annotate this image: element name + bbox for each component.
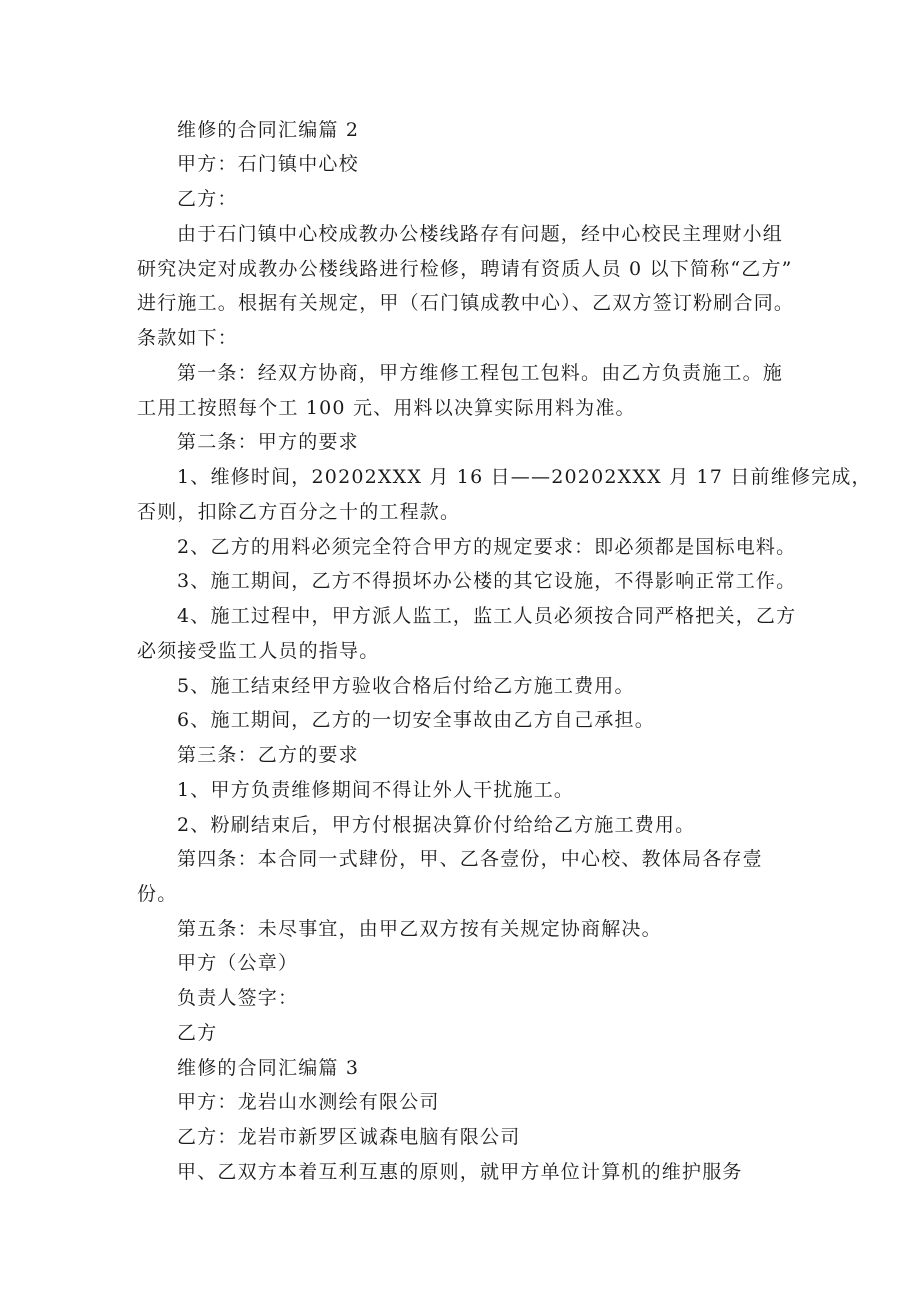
signature-line: 甲方（公章）: [177, 952, 299, 974]
section-heading: 维修的合同汇编篇 2: [177, 119, 360, 141]
clause-line: 4、施工过程中，甲方派人监工，监工人员必须按合同严格把关，乙方: [177, 605, 797, 627]
article-line: 第四条：本合同一式肆份，甲、乙各壹份，中心校、教体局各存壹: [177, 848, 763, 870]
paragraph-line: 甲、乙双方本着互利互惠的原则，就甲方单位计算机的维护服务: [177, 1161, 743, 1183]
section-heading: 维修的合同汇编篇 3: [177, 1057, 360, 1079]
article-line: 第一条：经双方协商，甲方维修工程包工包料。由乙方负责施工。施: [177, 362, 784, 384]
signature-line: 负责人签字：: [177, 987, 299, 1009]
party-b-line: 乙方：龙岩市新罗区诚森电脑有限公司: [177, 1126, 521, 1148]
clause-line: 1、维修时间，20202XXX 月 16 日——20202XXX 月 17 日前维修完成，: [177, 466, 872, 488]
article-line: 份。: [137, 883, 178, 905]
clause-line: 2、粉刷结束后，甲方付根据决算价付给给乙方施工费用。: [177, 814, 696, 836]
party-a-line: 甲方：石门镇中心校: [177, 153, 359, 175]
clause-line: 5、施工结束经甲方验收合格后付给乙方施工费用。: [177, 675, 635, 697]
clause-line: 1、甲方负责维修期间不得让外人干扰施工。: [177, 779, 575, 801]
party-a-line: 甲方：龙岩山水测绘有限公司: [177, 1091, 440, 1113]
signature-line: 乙方: [177, 1022, 218, 1044]
article-line: 工用工按照每个工 100 元、用料以决算实际用料为准。: [137, 397, 636, 419]
clause-line: 6、施工期间，乙方的一切安全事故由乙方自己承担。: [177, 709, 655, 731]
paragraph-line: 研究决定对成教办公楼线路进行检修，聘请有资质人员 0 以下简称“乙方”: [137, 258, 793, 280]
article-line: 第五条：未尽事宜，由甲乙双方按有关规定协商解决。: [177, 918, 662, 940]
clause-line: 否则，扣除乙方百分之十的工程款。: [137, 501, 461, 523]
party-b-line: 乙方：: [177, 188, 238, 210]
article-heading: 第三条：乙方的要求: [177, 744, 359, 766]
article-heading: 第二条：甲方的要求: [177, 431, 359, 453]
paragraph-line: 由于石门镇中心校成教办公楼线路存有问题，经中心校民主理财小组: [177, 223, 784, 245]
clause-line: 3、施工期间，乙方不得损坏办公楼的其它设施，不得影响正常工作。: [177, 570, 797, 592]
paragraph-line: 进行施工。根据有关规定，甲（石门镇成教中心）、乙双方签订粉刷合同。: [137, 292, 795, 314]
paragraph-line: 条款如下：: [137, 327, 239, 349]
clause-line: 必须接受监工人员的指导。: [137, 640, 380, 662]
clause-line: 2、乙方的用料必须完全符合甲方的规定要求：即必须都是国标电料。: [177, 536, 797, 558]
